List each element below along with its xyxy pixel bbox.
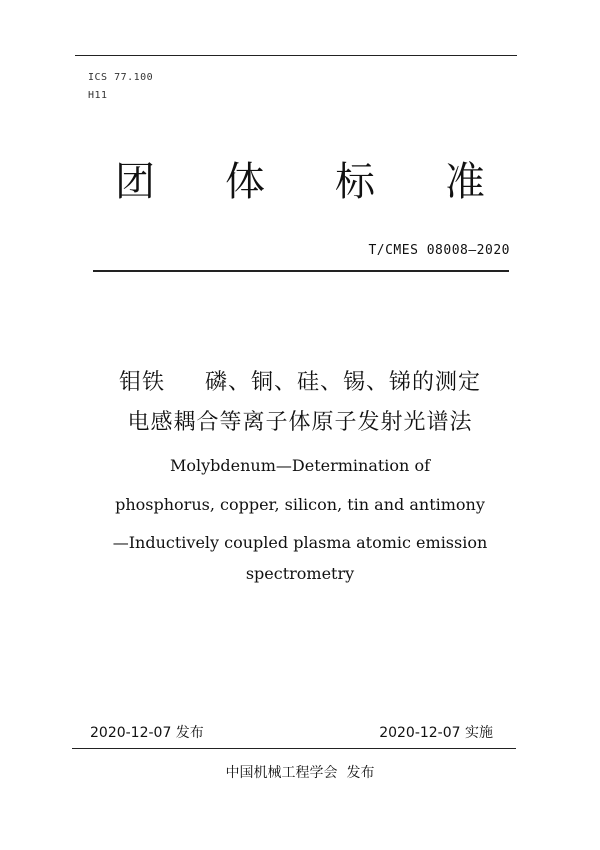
standard-type-char-2: 体 <box>225 159 265 205</box>
title-en-line-4: spectrometry <box>245 564 355 583</box>
title-cn-line-1-part-a: 钼铁 <box>118 370 165 395</box>
title-cn-line-1-part-b: 磷、铜、硅、锡、锑的测定 <box>205 370 482 395</box>
number-rule <box>93 270 509 272</box>
title-en-line-1: Molybdenum—Determination of <box>169 456 430 475</box>
ics-code: ICS 77.100 <box>88 72 154 83</box>
title-cn-line-2: 电感耦合等离子体原子发射光谱法 <box>127 410 473 435</box>
top-rule <box>75 55 517 56</box>
standard-type-char-1: 团 <box>115 159 155 205</box>
standard-type-char-3: 标 <box>335 159 375 205</box>
implement-date: 2020-12-07 实施 <box>379 725 493 741</box>
ccs-code: H11 <box>88 90 108 101</box>
publisher: 中国机械工程学会 发布 <box>225 765 375 781</box>
bottom-rule <box>72 748 516 749</box>
issue-date: 2020-12-07 发布 <box>90 725 204 741</box>
standard-number: T/CMES 08008—2020 <box>368 243 510 258</box>
title-cn-line-1 <box>0 368 600 398</box>
title-en-line-2: phosphorus, copper, silicon, tin and antimony <box>115 495 485 514</box>
standard-type-char-4: 准 <box>445 159 485 205</box>
title-en-line-3: —Inductively coupled plasma atomic emission <box>112 533 488 552</box>
